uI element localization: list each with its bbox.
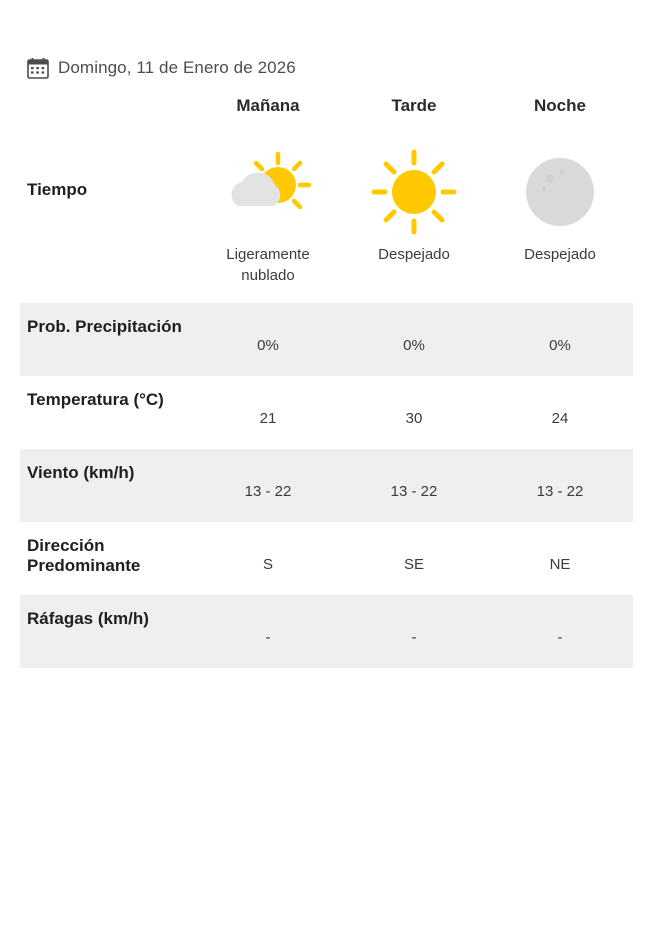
forecast-table xyxy=(20,84,633,668)
row-label-direction: Dirección Predominante xyxy=(20,522,195,595)
wind-night: 13 - 22 xyxy=(487,449,633,522)
calendar-icon xyxy=(27,57,49,79)
temperature-afternoon: 30 xyxy=(341,376,487,449)
wind-afternoon: 13 - 22 xyxy=(341,449,487,522)
row-label-weather: Tiempo xyxy=(20,134,195,303)
weather-cell-afternoon xyxy=(341,134,487,303)
precipitation-afternoon: 0% xyxy=(341,303,487,376)
wind-morning: 13 - 22 xyxy=(195,449,341,522)
row-label-gusts: Ráfagas (km/h) xyxy=(20,595,195,668)
table-header-row xyxy=(20,84,633,134)
table-row-gusts xyxy=(20,595,633,668)
row-label-temperature: Temperatura (°C) xyxy=(20,376,195,449)
gusts-morning: - xyxy=(195,595,341,668)
column-header-morning: Mañana xyxy=(236,96,300,115)
column-header-night: Noche xyxy=(534,96,586,115)
row-label-wind: Viento (km/h) xyxy=(20,449,195,522)
weather-text-night: Despejado xyxy=(524,246,596,263)
sun-behind-cloud-icon xyxy=(220,144,316,240)
bottom-spacer xyxy=(0,668,653,698)
row-label-precipitation: Prob. Precipitación xyxy=(20,303,195,376)
column-header-afternoon: Tarde xyxy=(391,96,437,115)
sun-icon xyxy=(366,144,462,240)
direction-afternoon: SE xyxy=(341,522,487,595)
date-header xyxy=(0,0,653,84)
temperature-morning: 21 xyxy=(195,376,341,449)
precipitation-night: 0% xyxy=(487,303,633,376)
header-spacer xyxy=(20,84,195,134)
weather-text-afternoon: Despejado xyxy=(378,246,450,263)
moon-icon xyxy=(512,144,608,240)
weather-cell-morning xyxy=(195,134,341,303)
table-row-wind xyxy=(20,449,633,522)
table-row-weather xyxy=(20,134,633,303)
gusts-afternoon: - xyxy=(341,595,487,668)
forecast-date: Domingo, 11 de Enero de 2026 xyxy=(58,58,296,77)
gusts-night: - xyxy=(487,595,633,668)
temperature-night: 24 xyxy=(487,376,633,449)
weather-text-morning: Ligeramente nublado xyxy=(226,246,310,285)
direction-night: NE xyxy=(487,522,633,595)
precipitation-morning: 0% xyxy=(195,303,341,376)
table-row-temperature xyxy=(20,376,633,449)
table-row-precipitation xyxy=(20,303,633,376)
direction-morning: S xyxy=(195,522,341,595)
table-row-direction xyxy=(20,522,633,595)
weather-cell-night xyxy=(487,134,633,303)
